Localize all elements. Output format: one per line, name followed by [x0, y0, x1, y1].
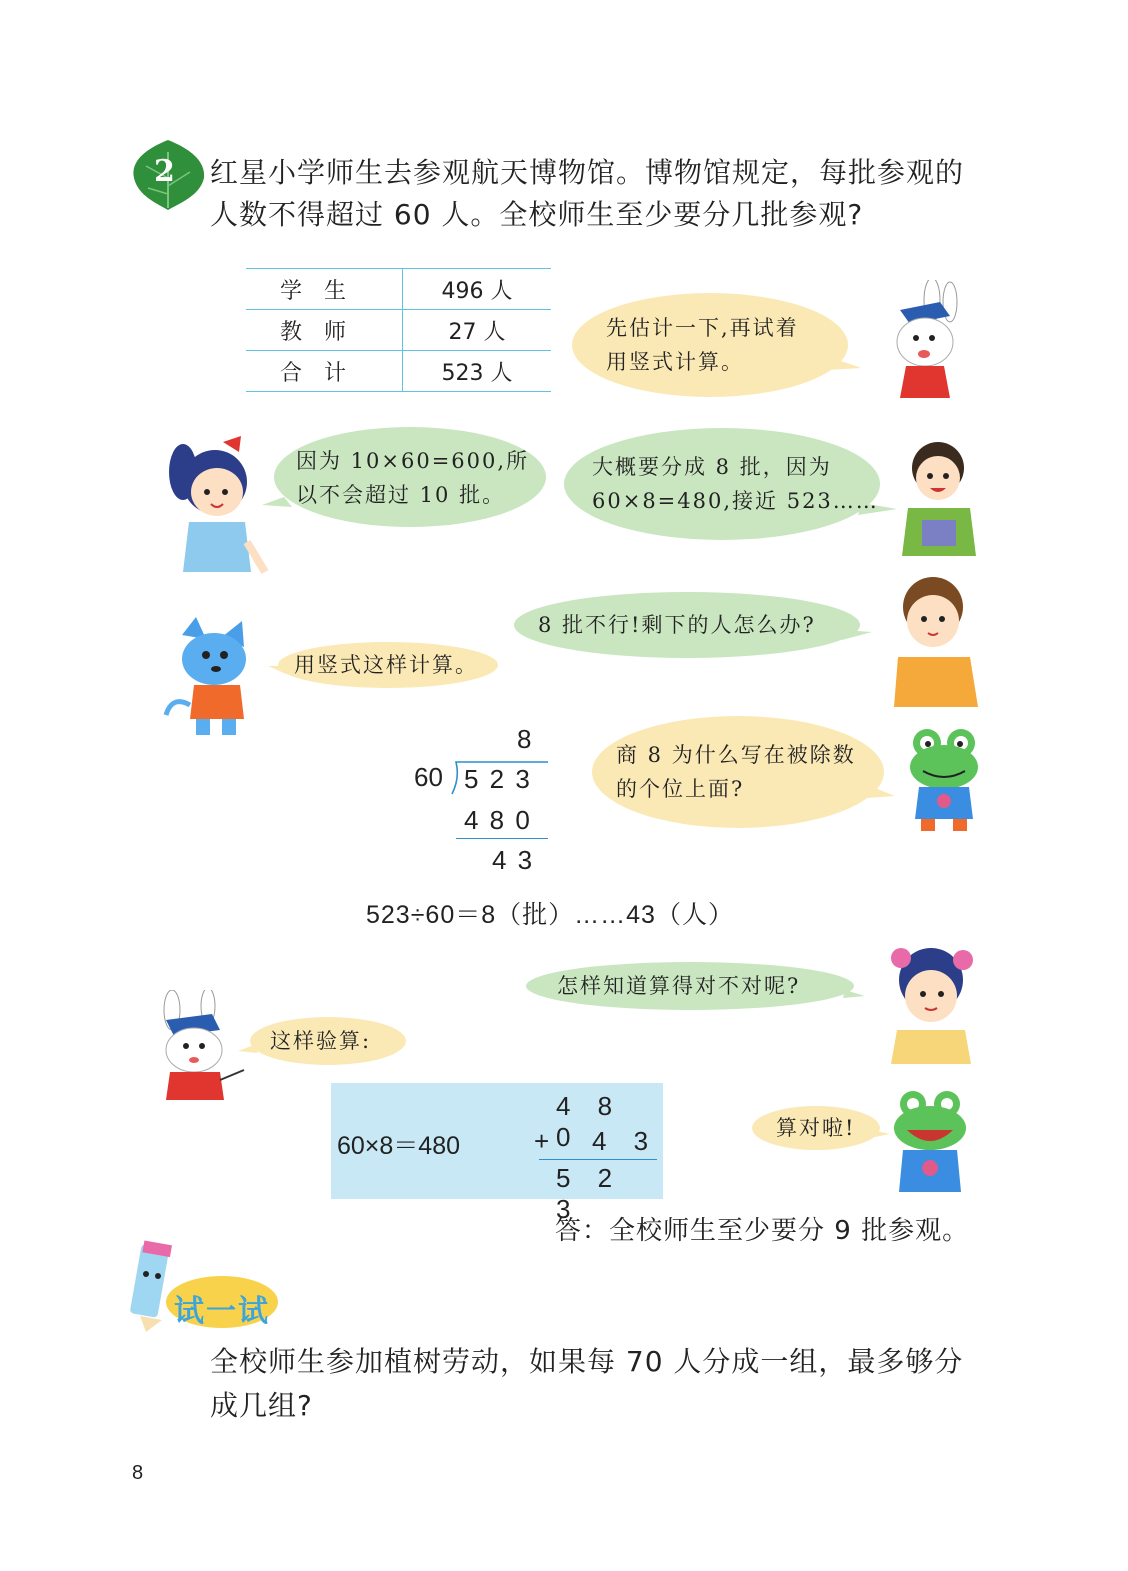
speech-bubble-rabbit-estimate [570, 290, 860, 400]
problem-text: 红星小学师生去参观航天博物馆。博物馆规定，每批参观的人数不得超过 60 人。全校师生至少要分几批参观? [210, 156, 965, 231]
verification-box [331, 1083, 663, 1224]
speech-bubble-girl-reason [262, 425, 547, 530]
bubble-line: 这样验算: [270, 1029, 372, 1053]
division-quotient: 8 [517, 724, 532, 754]
addition-line [539, 1159, 657, 1160]
try-it-badge [122, 1238, 282, 1334]
boy-character [898, 438, 980, 558]
addition-top: 4 8 0 [556, 1091, 623, 1152]
bubble-line: 商 8 为什么写在被除数 [616, 743, 856, 767]
frog2-icon [885, 1088, 975, 1196]
frog2-character [885, 1088, 975, 1196]
speech-bubble-cat-vertical [268, 640, 500, 690]
cat-character [162, 615, 262, 740]
speech-bubble-boy2-question [512, 590, 872, 660]
table-row [246, 310, 551, 351]
boy-icon [898, 438, 980, 558]
answer-text: 答：全校师生至少要分 9 批参观。 [555, 1216, 970, 1246]
division-remainder: 4 3 [492, 845, 535, 875]
table-label: 教师 [246, 310, 403, 351]
try-it-label: 试一试 [174, 1294, 270, 1329]
data-table [246, 268, 551, 392]
table-row [246, 351, 551, 392]
verification-multiplication: 60×8＝480 [337, 1132, 461, 1160]
try-it-text: 全校师生参加植树劳动，如果每 70 人分成一组，最多够分成几组? [210, 1345, 964, 1422]
division-product: 4 8 0 [464, 805, 532, 835]
table-value: 523 人 [403, 351, 552, 392]
girl2-icon [885, 940, 977, 1065]
bubble-line: 60×8=480,接近 523…… [592, 489, 879, 513]
bubble-line: 用竖式这样计算。 [294, 653, 478, 677]
addition-plus: + [534, 1126, 550, 1156]
table-label: 学生 [246, 269, 403, 310]
girl2-character [885, 940, 977, 1065]
speech-bubble-boy-estimate [562, 425, 897, 543]
division-equation: 523÷60＝8（批）……43（人） [366, 901, 734, 929]
division-dividend: 5 2 3 [464, 764, 532, 794]
speech-bubble-frog-question [590, 712, 895, 832]
division-line [456, 838, 548, 839]
addition-result: 5 2 3 [556, 1163, 623, 1224]
frog-icon [903, 725, 985, 835]
rabbit2-character [150, 990, 245, 1105]
bubble-line: 大概要分成 8 批，因为 [592, 455, 832, 479]
rabbit-icon [870, 280, 965, 412]
rabbit2-icon [150, 990, 245, 1105]
division-divisor: 60 [414, 762, 443, 792]
addition-second: 4 3 [592, 1126, 659, 1156]
bubble-line: 的个位上面? [616, 777, 745, 801]
speech-bubble-girl2-question [525, 960, 865, 1012]
page-number: 8 [132, 1462, 144, 1484]
boy2-character [888, 575, 983, 710]
table-label: 合计 [246, 351, 403, 392]
boy2-icon [888, 575, 983, 710]
table-value: 496 人 [403, 269, 552, 310]
table-row [246, 269, 551, 310]
table-value: 27 人 [403, 310, 552, 351]
bubble-line: 算对啦! [776, 1116, 856, 1140]
bubble-line: 因为 10×60=600,所 [296, 448, 530, 473]
frog-character [903, 725, 985, 835]
girl-character [155, 432, 270, 582]
problem-number: 2 [154, 154, 175, 189]
speech-bubble-frog-correct [750, 1104, 890, 1152]
bubble-line: 以不会超过 10 批。 [296, 482, 506, 507]
bubble-line: 先估计一下,再试着 [606, 316, 799, 340]
bubble-line: 8 批不行!剩下的人怎么办? [538, 613, 816, 637]
problem-number-badge [128, 138, 208, 212]
speech-bubble-rabbit-check [238, 1015, 408, 1067]
bubble-line: 怎样知道算得对不对呢? [557, 974, 801, 998]
girl-icon [155, 432, 270, 582]
rabbit-character [870, 280, 965, 412]
bubble-line: 用竖式计算。 [606, 350, 744, 374]
cat-icon [162, 615, 262, 740]
